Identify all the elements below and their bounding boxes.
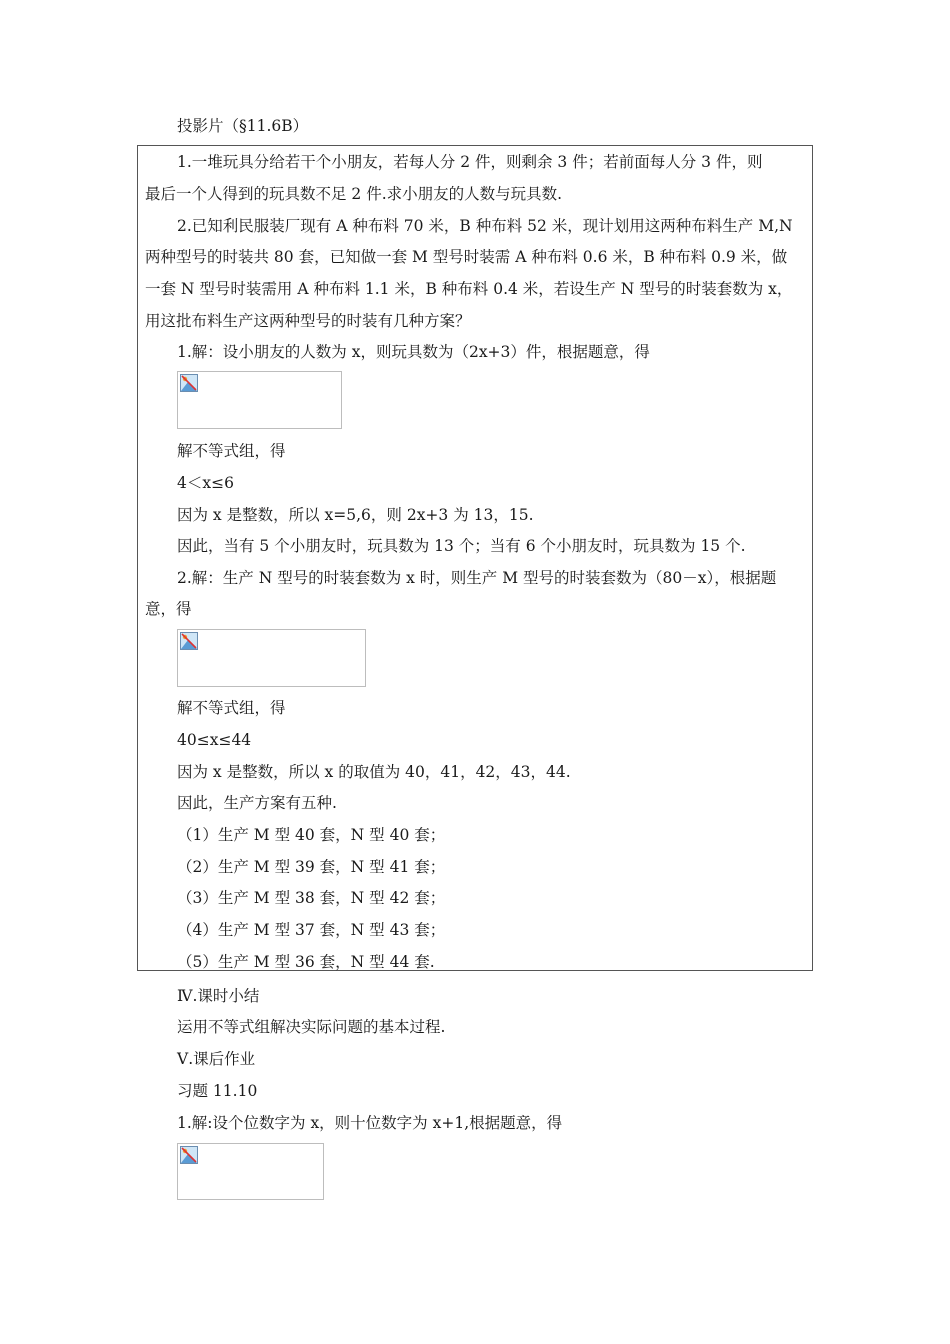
solution-1-intro: 1.解：设小朋友的人数为 x，则玩具数为（2x+3）件，根据题意，得 [177, 343, 650, 361]
broken-image-icon [180, 1146, 198, 1164]
solution-2-range: 40≤x≤44 [177, 731, 252, 749]
solution-2-conclusion: 因此，生产方案有五种. [177, 794, 337, 812]
inequality-image-1 [177, 371, 342, 429]
plan-item: （3）生产 M 型 38 套，N 型 42 套； [177, 889, 446, 907]
solution-2-intro-line-2: 意，得 [145, 600, 192, 618]
problem-2-line-2: 两种型号的时装共 80 套，已知做一套 M 型号时装需 A 种布料 0.6 米，B 种布料 0.9 米，做 [145, 248, 788, 266]
slide-header: 投影片（§11.6B） [177, 117, 309, 135]
solution-1-range: 4＜x≤6 [177, 474, 234, 492]
solution-1-conclusion: 因此，当有 5 个小朋友时，玩具数为 13 个；当有 6 个小朋友时，玩具数为 15 个. [177, 537, 746, 555]
inequality-image-2 [177, 629, 366, 687]
plan-item: （4）生产 M 型 37 套，N 型 43 套； [177, 921, 446, 939]
problem-2-line-4: 用这批布料生产这两种型号的时装有几种方案？ [145, 312, 471, 330]
solution-2-solve: 解不等式组，得 [177, 699, 286, 717]
problem-2-line-3: 一套 N 型号时装需用 A 种布料 1.1 米，B 种布料 0.4 米，若设生产 N 型号的时装套数为 x， [145, 280, 793, 298]
slide-box [137, 145, 813, 971]
inequality-image-3 [177, 1143, 324, 1200]
summary-heading: Ⅳ.课时小结 [177, 987, 260, 1005]
summary-text: 运用不等式组解决实际问题的基本过程. [177, 1018, 446, 1036]
solution-1-integer: 因为 x 是整数，所以 x=5,6，则 2x+3 为 13，15. [177, 506, 534, 524]
broken-image-icon [180, 374, 198, 392]
solution-1-solve: 解不等式组，得 [177, 442, 286, 460]
broken-image-icon [180, 632, 198, 650]
problem-1-line-2: 最后一个人得到的玩具数不足 2 件.求小朋友的人数与玩具数. [145, 185, 563, 203]
plan-item: （1）生产 M 型 40 套，N 型 40 套； [177, 826, 446, 844]
plan-item: （5）生产 M 型 36 套，N 型 44 套. [177, 953, 435, 971]
homework-heading: Ⅴ.课后作业 [177, 1050, 256, 1068]
plan-item: （2）生产 M 型 39 套，N 型 41 套； [177, 858, 446, 876]
solution-2-integer: 因为 x 是整数，所以 x 的取值为 40，41，42，43，44. [177, 763, 571, 781]
homework-solution-1: 1.解:设个位数字为 x，则十位数字为 x+1,根据题意，得 [177, 1114, 563, 1132]
solution-2-intro-line-1: 2.解：生产 N 型号的时装套数为 x 时，则生产 M 型号的时装套数为（80－x），根据题 [177, 569, 777, 587]
problem-1-line-1: 1.一堆玩具分给若干个小朋友，若每人分 2 件，则剩余 3 件；若前面每人分 3 件，则 [177, 153, 763, 171]
homework-exercise: 习题 11.10 [177, 1082, 258, 1100]
problem-2-line-1: 2.已知利民服装厂现有 A 种布料 70 米，B 种布料 52 米，现计划用这两种布料生产 M,N [177, 217, 793, 235]
